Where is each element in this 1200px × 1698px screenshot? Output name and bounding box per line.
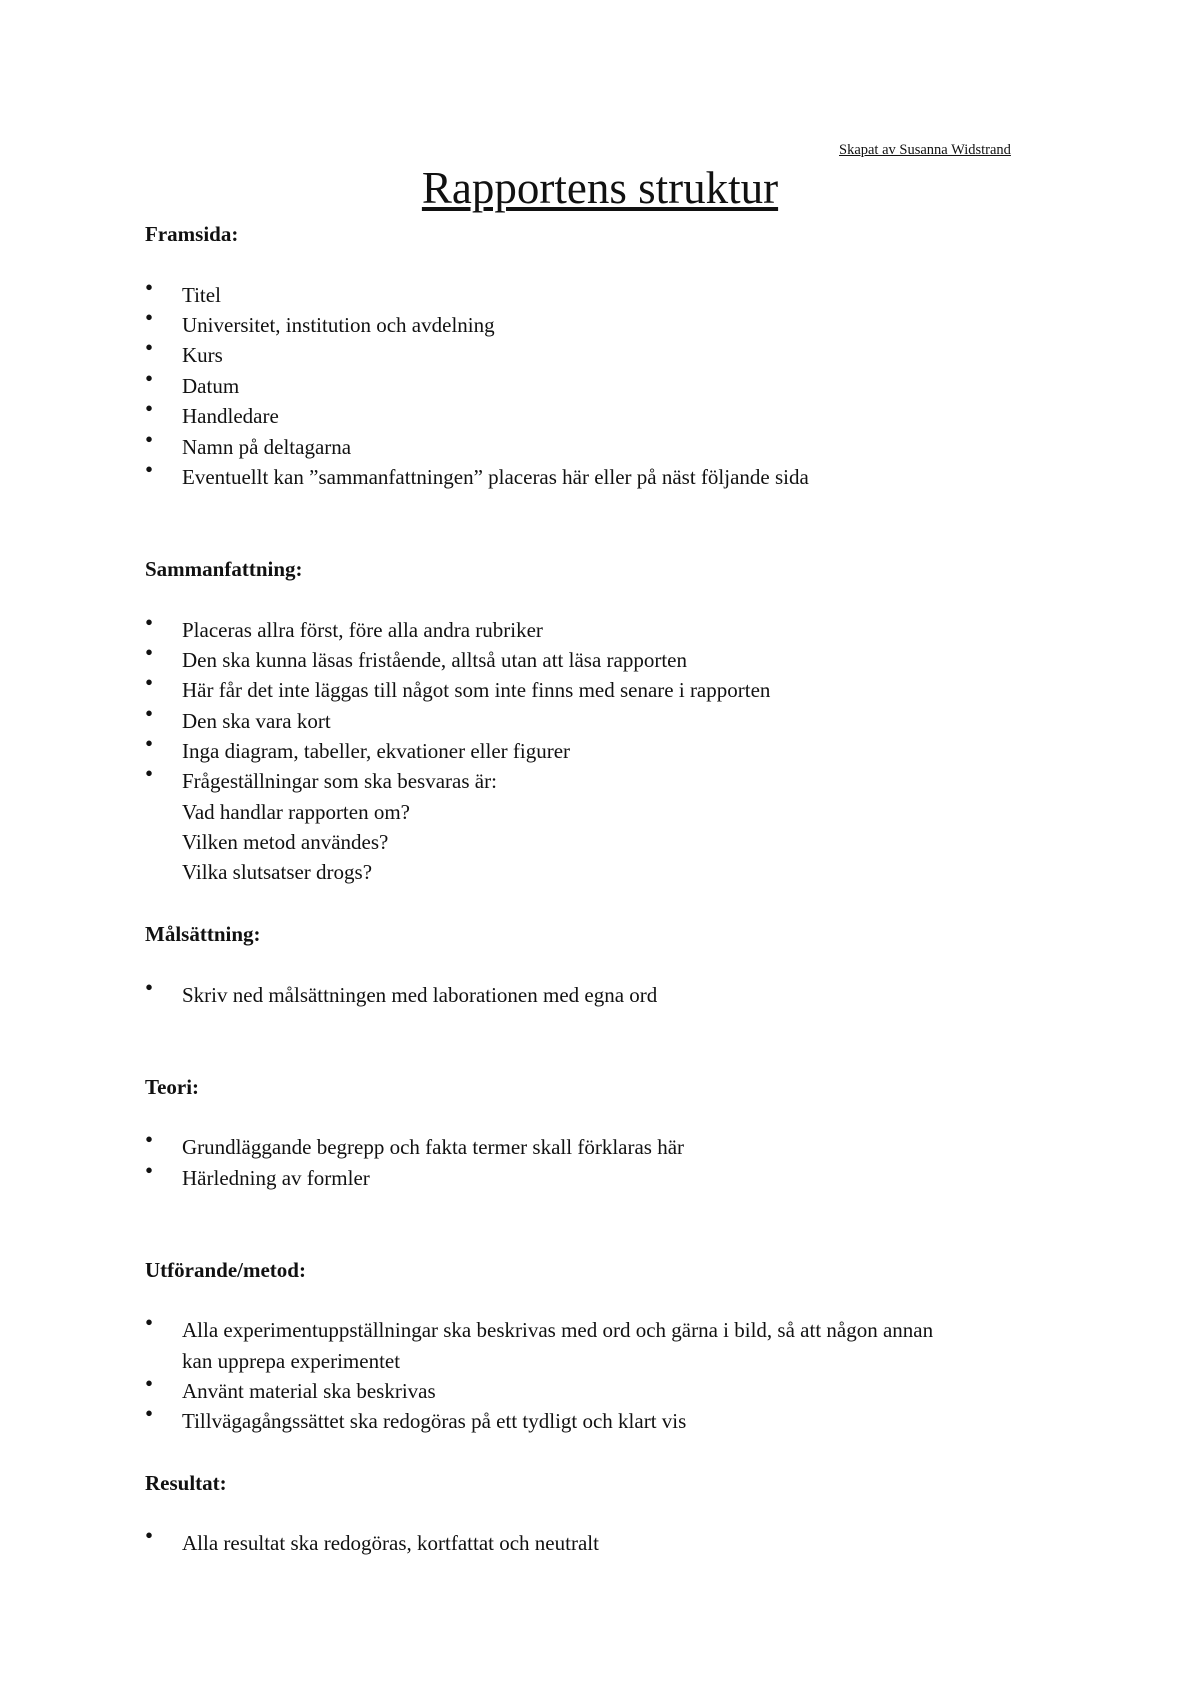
list-item-text: Kurs xyxy=(182,343,223,367)
bullet-icon: • xyxy=(145,1401,154,1426)
list-item-continuation: Vilken metod användes? xyxy=(182,830,389,854)
list-item-continuation: Vad handlar rapporten om? xyxy=(182,800,410,824)
bullet-icon: • xyxy=(145,640,154,665)
bullet-icon: • xyxy=(145,1310,154,1335)
author-note: Skapat av Susanna Widstrand xyxy=(839,142,1011,158)
bullet-icon: • xyxy=(145,396,154,421)
list-item-text: Här får det inte läggas till något som inte finns med senare i rapporten xyxy=(182,678,771,702)
list-item-text: Alla resultat ska redogöras, kortfattat och neutralt xyxy=(182,1531,599,1555)
list-item-text: Namn på deltagarna xyxy=(182,435,352,459)
bullet-icon: • xyxy=(145,1523,154,1548)
section-heading-teori: Teori: xyxy=(145,1075,200,1099)
bullet-icon: • xyxy=(145,275,154,300)
bullet-icon: • xyxy=(145,975,154,1000)
bullet-icon: • xyxy=(145,457,154,482)
list-item-text: Titel xyxy=(182,283,221,307)
list-item-continuation: Vilka slutsatser drogs? xyxy=(182,860,373,884)
bullet-icon: • xyxy=(145,366,154,391)
bullet-icon: • xyxy=(145,761,154,786)
page-title: Rapportens struktur xyxy=(421,163,779,213)
list-item-text: Placeras allra först, före alla andra rubriker xyxy=(182,618,543,642)
list-item-text: Eventuellt kan ”sammanfattningen” placeras här eller på näst följande sida xyxy=(182,465,809,489)
bullet-icon: • xyxy=(145,305,154,330)
section-heading-malsattning: Målsättning: xyxy=(145,922,261,946)
list-item-text: Härledning av formler xyxy=(182,1166,370,1190)
list-item-text: Alla experimentuppställningar ska beskrivas med ord och gärna i bild, så att någon annan xyxy=(182,1318,934,1342)
list-item-text: Datum xyxy=(182,374,240,398)
list-item-text: Skriv ned målsättningen med laborationen med egna ord xyxy=(182,983,658,1007)
section-heading-resultat: Resultat: xyxy=(145,1471,227,1495)
bullet-icon: • xyxy=(145,1127,154,1152)
section-heading-sammanfattning: Sammanfattning: xyxy=(145,557,303,581)
list-item-continuation: kan upprepa experimentet xyxy=(182,1349,401,1373)
bullet-icon: • xyxy=(145,701,154,726)
list-item-text: Använt material ska beskrivas xyxy=(182,1379,436,1403)
list-item-text: Grundläggande begrepp och fakta termer skall förklaras här xyxy=(182,1135,685,1159)
bullet-icon: • xyxy=(145,1371,154,1396)
bullet-icon: • xyxy=(145,1158,154,1183)
bullet-icon: • xyxy=(145,731,154,756)
bullet-icon: • xyxy=(145,670,154,695)
list-item-text: Frågeställningar som ska besvaras är: xyxy=(182,769,497,793)
bullet-icon: • xyxy=(145,427,154,452)
list-item-text: Den ska vara kort xyxy=(182,709,331,733)
list-item-text: Inga diagram, tabeller, ekvationer eller figurer xyxy=(182,739,571,763)
list-item-text: Tillvägagångssättet ska redogöras på ett tydligt och klart vis xyxy=(182,1409,687,1433)
bullet-icon: • xyxy=(145,335,154,360)
section-heading-utforande-metod: Utförande/metod: xyxy=(145,1258,306,1282)
list-item-text: Den ska kunna läsas fristående, alltså utan att läsa rapporten xyxy=(182,648,687,672)
list-item-text: Handledare xyxy=(182,404,279,428)
bullet-icon: • xyxy=(145,610,154,635)
section-heading-framsida: Framsida: xyxy=(145,222,239,246)
list-item-text: Universitet, institution och avdelning xyxy=(182,313,495,337)
